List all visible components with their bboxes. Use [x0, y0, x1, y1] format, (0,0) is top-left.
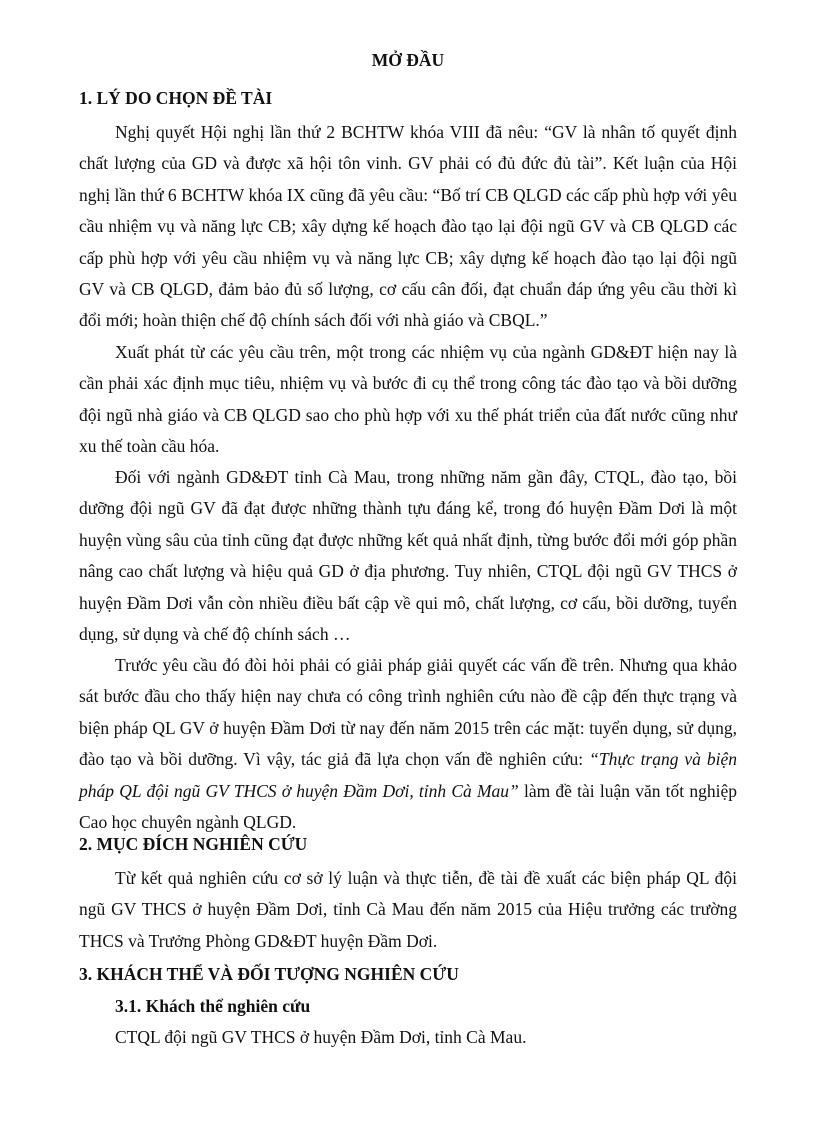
section-1-paragraph-2: Xuất phát từ các yêu cầu trên, một trong các nhiệm vụ của ngành GD&ĐT hiện nay là cần phải xác định mục tiêu, nhiệm vụ và bước đi cụ thể trong công tác đào tạo và bồi dưỡng đội ngũ nhà giáo và CB QLGD sao cho phù hợp với xu thế phát triển của đất nước cũng như xu thế toàn cầu hóa. [79, 342, 737, 457]
section-3-heading: 3. KHÁCH THỂ VÀ ĐỐI TƯỢNG NGHIÊN CỨU [79, 964, 459, 984]
section-1-heading: 1. LÝ DO CHỌN ĐỀ TÀI [79, 88, 273, 108]
section-2-paragraph-1: Từ kết quả nghiên cứu cơ sở lý luận và thực tiễn, đề tài đề xuất các biện pháp QL đội ngũ GV THCS ở huyện Đầm Dơi, tỉnh Cà Mau đến năm 2015 của Hiệu trưởng các trường THCS và Trưởng Phòng GD&ĐT huyện Đầm Dơi. [79, 868, 737, 951]
research-topic-title: “Thực trạng và biện pháp QL đội ngũ GV THCS ở huyện Đầm Dơi, tỉnh Cà Mau” [79, 749, 737, 801]
paragraph-4-text-start: Trước yêu cầu đó đòi hỏi phải có giải pháp giải quyết các vấn đề trên. Nhưng qua khảo sát bước đầu cho thấy hiện nay chưa có công trình nghiên cứu nào đề cập đến thực trạng và biện pháp QL GV ở huyện Đầm Dơi từ nay đến năm 2015 trên các mặt: tuyển dụng, sử dụng, đào tạo và bồi dưỡng. Vì vậy, tác giả đã lựa chọn vấn đề nghiên cứu: [79, 655, 737, 770]
section-1-paragraph-1: Nghị quyết Hội nghị lần thứ 2 BCHTW khóa VIII đã nêu: “GV là nhân tố quyết định chất lượng của GD và được xã hội tôn vinh. GV phải có đủ đức đủ tài”. Kết luận của Hội nghị lần thứ 6 BCHTW khóa IX cũng đã yêu cầu: “Bố trí CB QLGD các cấp phù hợp với yêu cầu nhiệm vụ và năng lực CB; xây dựng kế hoạch đào tạo lại đội ngũ GV và CB QLGD các cấp phù hợp với yêu cầu nhiệm vụ và năng lực CB; xây dựng kế hoạch đào tạo lại đội ngũ GV và CB QLGD, đảm bảo đủ số lượng, cơ cấu cân đối, đạt chuẩn đáp ứng yêu cầu thời kì đổi mới; hoàn thiện chế độ chính sách đối với nhà giáo và CBQL.” [79, 122, 737, 331]
section-3-1-heading: 3.1. Khách thể nghiên cứu [115, 996, 311, 1016]
paragraph-4-text-end: làm đề tài luận văn tốt nghiệp Cao học chuyên ngành QLGD. [79, 780, 737, 833]
section-1-paragraph-4 [79, 650, 737, 838]
section-2-heading: 2. MỤC ĐÍCH NGHIÊN CỨU [79, 834, 308, 854]
section-1-paragraph-3: Đối với ngành GD&ĐT tỉnh Cà Mau, trong những năm gần đây, CTQL, đào tạo, bồi dưỡng đội ngũ GV đã đạt được những thành tựu đáng kể, trong đó huyện Đầm Dơi là một huyện vùng sâu của tỉnh cũng đạt được những kết quả nhất định, từng bước đổi mới góp phần nâng cao chất lượng và hiệu quả GD ở địa phương. Tuy nhiên, CTQL đội ngũ GV THCS ở huyện Đầm Dơi vẫn còn nhiều điều bất cập về qui mô, chất lượng, cơ cấu, bồi dưỡng, tuyển dụng, sử dụng và chế độ chính sách … [79, 467, 737, 645]
document-title: MỞ ĐẦU [371, 50, 445, 70]
section-3-1-paragraph: CTQL đội ngũ GV THCS ở huyện Đầm Dơi, tỉnh Cà Mau. [115, 1027, 527, 1047]
